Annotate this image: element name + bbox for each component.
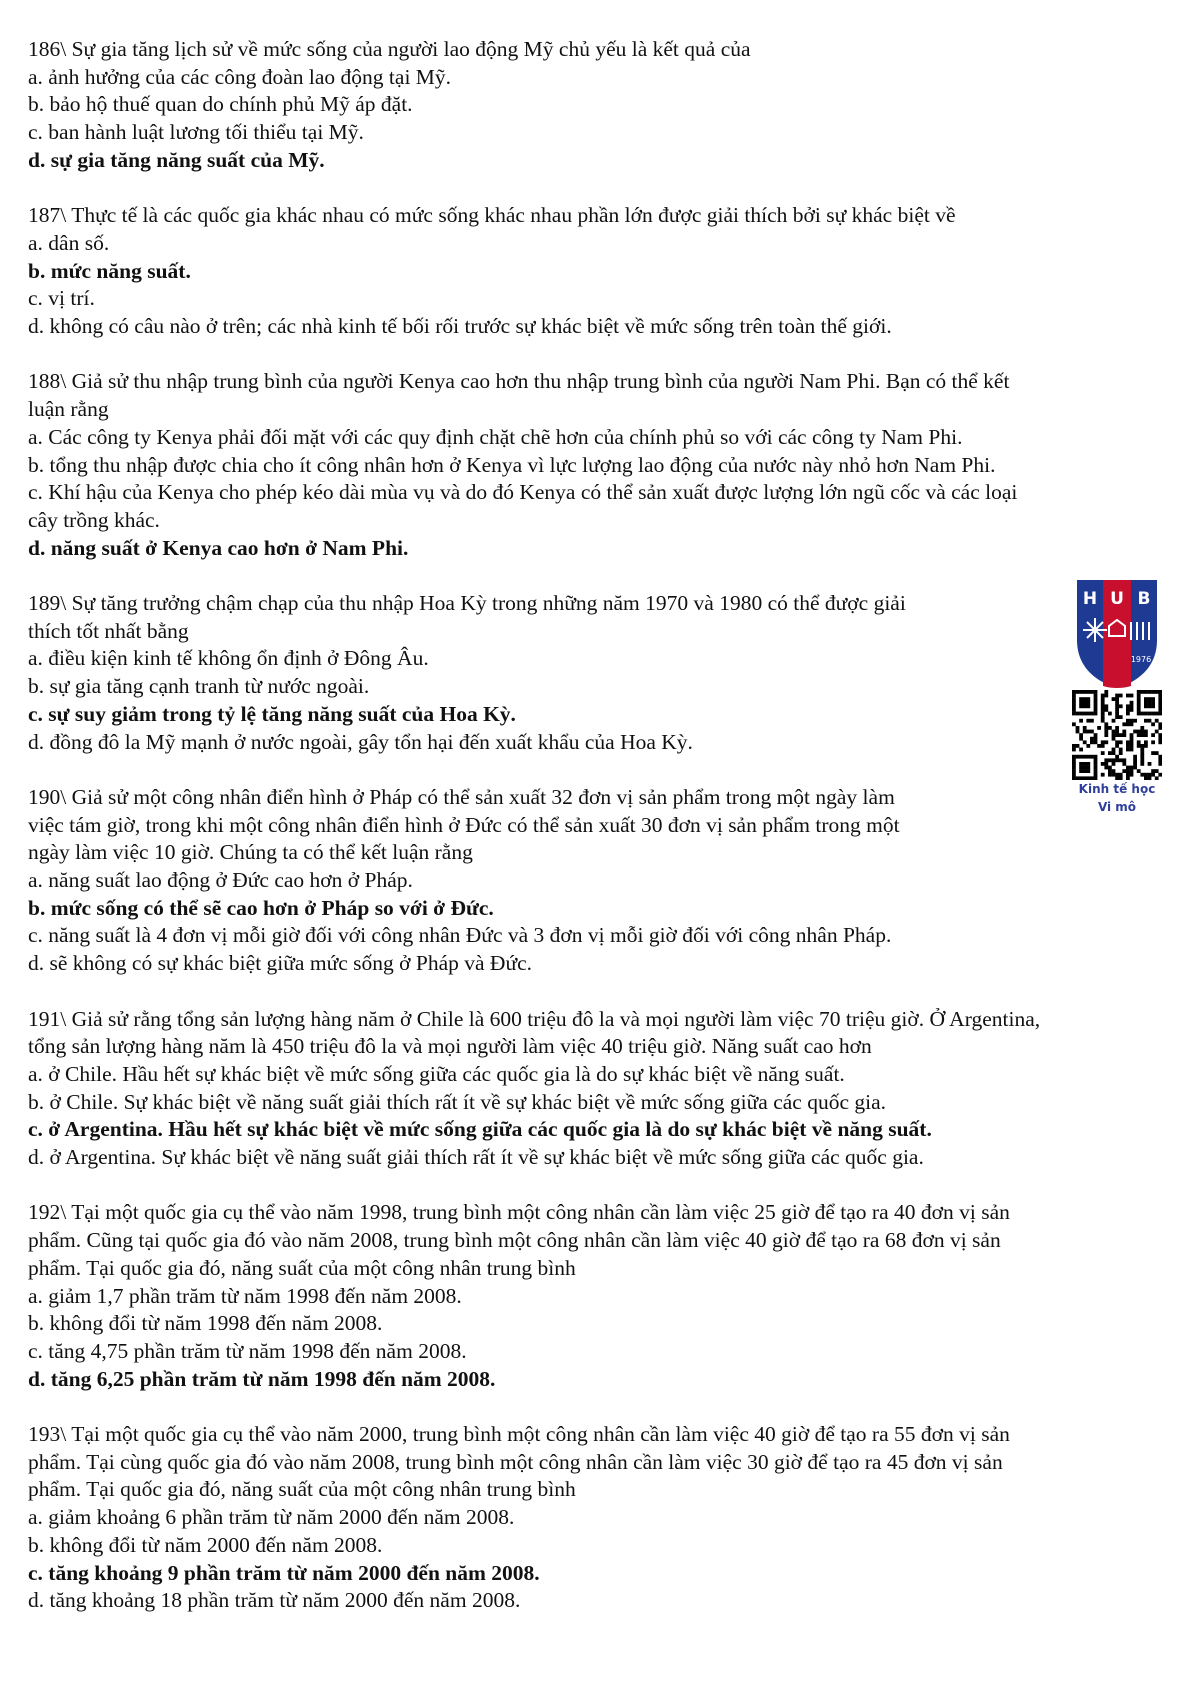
answer-option: b. không đổi từ năm 2000 đến năm 2008. (28, 1532, 383, 1557)
answer-option: a. giảm khoảng 6 phần trăm từ năm 2000 đến năm 2008. (28, 1505, 515, 1530)
answer-option-correct: c. ở Argentina. Hầu hết sự khác biệt về mức sống giữa các quốc gia là do sự khác biệt về năng suất. (28, 1117, 932, 1142)
answer-option: b. ở Chile. Sự khác biệt về năng suất giải thích rất ít về sự khác biệt về mức sống giữa các quốc gia. (28, 1089, 887, 1114)
question-stem-line: 191\ Giả sử rằng tổng sản lượng hàng năm ở Chile là 600 triệu đô la và mọi người làm việc 70 triệu giờ. Ở Argentina, (28, 1006, 1041, 1031)
question-189 (28, 590, 1168, 756)
question-stem-line: 193\ Tại một quốc gia cụ thể vào năm 2000, trung bình một công nhân cần làm việc 40 giờ để tạo ra 55 đơn vị sản (28, 1422, 1010, 1447)
question-193 (28, 1421, 1168, 1615)
answer-option: d. tăng khoảng 18 phần trăm từ năm 2000 đến năm 2008. (28, 1588, 521, 1613)
question-stem-line: 190\ Giả sử một công nhân điển hình ở Pháp có thể sản xuất 32 đơn vị sản phẩm trong một ngày làm (28, 784, 895, 809)
question-stem-line: phẩm. Tại cùng quốc gia đó vào năm 2008, trung bình một công nhân cần làm việc 30 giờ để tạo ra 45 đơn vị sản (28, 1449, 1003, 1474)
qr-code-icon (1072, 690, 1162, 780)
logo-letter-b: B (1137, 589, 1151, 609)
question-stem-line: 192\ Tại một quốc gia cụ thể vào năm 1998, trung bình một công nhân cần làm việc 25 giờ để tạo ra 40 đơn vị sản (28, 1200, 1010, 1225)
answer-option: c. tăng 4,75 phần trăm từ năm 1998 đến năm 2008. (28, 1338, 467, 1363)
question-stem-line: 187\ Thực tế là các quốc gia khác nhau có mức sống khác nhau phần lớn được giải thích bởi sự khác biệt về (28, 203, 956, 228)
answer-option: c. ban hành luật lương tối thiểu tại Mỹ. (28, 120, 364, 145)
answer-option-correct: b. mức năng suất. (28, 258, 191, 283)
question-186 (28, 36, 1168, 175)
answer-option: b. bảo hộ thuế quan do chính phủ Mỹ áp đặt. (28, 92, 413, 117)
question-stem-line: tổng sản lượng hàng năm là 450 triệu đô la và mọi người làm việc 40 triệu giờ. Năng suất cao hơn (28, 1034, 872, 1059)
document-body (28, 36, 1168, 1643)
answer-option: c. năng suất là 4 đơn vị mỗi giờ đối với công nhân Đức và 3 đơn vị mỗi giờ đối với công nhân Pháp. (28, 923, 892, 948)
question-191 (28, 1006, 1168, 1172)
answer-option-correct: d. năng suất ở Kenya cao hơn ở Nam Phi. (28, 535, 409, 560)
question-stem-line: việc tám giờ, trong khi một công nhân điển hình ở Đức có thể sản xuất 30 đơn vị sản phẩm trong một (28, 812, 900, 837)
hub-logo (1064, 578, 1170, 816)
question-188 (28, 368, 1168, 562)
question-190 (28, 784, 1168, 978)
answer-option: a. ảnh hưởng của các công đoàn lao động tại Mỹ. (28, 64, 452, 89)
question-192 (28, 1199, 1168, 1393)
answer-option: d. ở Argentina. Sự khác biệt về năng suất giải thích rất ít về sự khác biệt về mức sống giữa các quốc gia. (28, 1145, 924, 1170)
answer-option: d. đồng đô la Mỹ mạnh ở nước ngoài, gây tổn hại đến xuất khẩu của Hoa Kỳ. (28, 729, 693, 754)
question-stem-line: ngày làm việc 10 giờ. Chúng ta có thể kết luận rằng (28, 840, 473, 865)
question-stem-line: luận rằng (28, 397, 109, 422)
answer-option: b. sự gia tăng cạnh tranh từ nước ngoài. (28, 674, 370, 699)
question-stem-line: 189\ Sự tăng trưởng chậm chạp của thu nhập Hoa Kỳ trong những năm 1970 và 1980 có thể được giải (28, 591, 906, 616)
answer-option-correct: c. sự suy giảm trong tỷ lệ tăng năng suất của Hoa Kỳ. (28, 701, 516, 726)
question-stem-line: 188\ Giả sử thu nhập trung bình của người Kenya cao hơn thu nhập trung bình của người Nam Phi. Bạn có thể kết (28, 369, 1010, 394)
question-187 (28, 202, 1168, 341)
logo-year: 1976 (1130, 655, 1152, 664)
question-stem-line: 186\ Sự gia tăng lịch sử về mức sống của người lao động Mỹ chủ yếu là kết quả của (28, 37, 751, 61)
logo-caption-line2: Vi mô (1097, 800, 1137, 814)
answer-option: a. năng suất lao động ở Đức cao hơn ở Pháp. (28, 868, 413, 893)
logo-caption-line1: Kinh tế học (1078, 782, 1156, 796)
logo-letter-u: U (1110, 589, 1124, 609)
answer-option: c. Khí hậu của Kenya cho phép kéo dài mùa vụ và do đó Kenya có thể sản xuất được lượng lớn ngũ cốc và các loại (28, 480, 1018, 505)
answer-option: c. vị trí. (28, 286, 95, 311)
answer-option-correct: d. tăng 6,25 phần trăm từ năm 1998 đến năm 2008. (28, 1366, 496, 1391)
question-stem-line: thích tốt nhất bằng (28, 618, 189, 643)
answer-option: cây trồng khác. (28, 507, 160, 532)
answer-option-correct: c. tăng khoảng 9 phần trăm từ năm 2000 đến năm 2008. (28, 1560, 540, 1585)
answer-option: d. sẽ không có sự khác biệt giữa mức sống ở Pháp và Đức. (28, 951, 533, 976)
answer-option-correct: d. sự gia tăng năng suất của Mỹ. (28, 147, 325, 172)
answer-option-correct: b. mức sống có thể sẽ cao hơn ở Pháp so với ở Đức. (28, 895, 494, 920)
answer-option: a. Các công ty Kenya phải đối mặt với các quy định chặt chẽ hơn của chính phủ so với các công ty Nam Phi. (28, 424, 963, 449)
question-stem-line: phẩm. Cũng tại quốc gia đó vào năm 2008, trung bình một công nhân cần làm việc 40 giờ để tạo ra 68 đơn vị sản (28, 1228, 1001, 1253)
question-stem-line: phẩm. Tại quốc gia đó, năng suất của một công nhân trung bình (28, 1255, 576, 1280)
hub-shield-icon (1075, 578, 1159, 690)
question-stem-line: phẩm. Tại quốc gia đó, năng suất của một công nhân trung bình (28, 1477, 576, 1502)
logo-letter-h: H (1082, 589, 1098, 609)
answer-option: b. không đổi từ năm 1998 đến năm 2008. (28, 1311, 383, 1336)
answer-option: b. tổng thu nhập được chia cho ít công nhân hơn ở Kenya vì lực lượng lao động của nước này nhỏ hơn Nam Phi. (28, 452, 996, 477)
answer-option: d. không có câu nào ở trên; các nhà kinh tế bối rối trước sự khác biệt về mức sống trên toàn thế giới. (28, 314, 892, 339)
answer-option: a. ở Chile. Hầu hết sự khác biệt về mức sống giữa các quốc gia là do sự khác biệt về năng suất. (28, 1061, 845, 1086)
answer-option: a. dân số. (28, 230, 110, 255)
answer-option: a. điều kiện kinh tế không ổn định ở Đông Âu. (28, 646, 429, 671)
answer-option: a. giảm 1,7 phần trăm từ năm 1998 đến năm 2008. (28, 1283, 462, 1308)
